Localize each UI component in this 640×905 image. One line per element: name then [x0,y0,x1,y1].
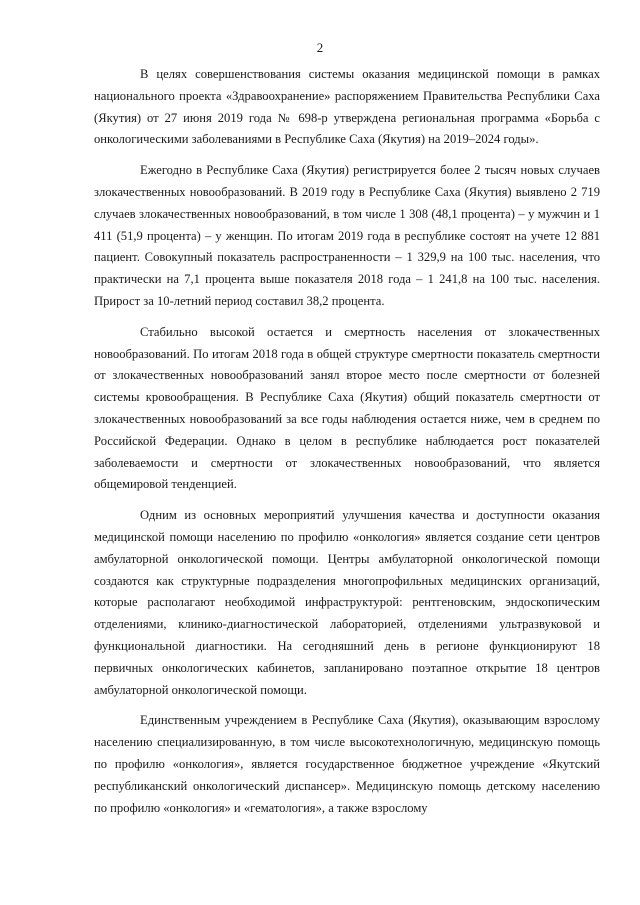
paragraph-regional-program: В целях совершенствования системы оказания медицинской помощи в рамках национального проекта «Здравоохранение» распоряжением Правительства Республики Саха (Якутия) от 27 июня 2019 года № 698-р утверждена региональная программа «Борьба с онкологическими заболеваниями в Республике Саха (Якутия) на 2019–2024 годы». [94,67,600,147]
document-body [94,64,600,819]
paragraph-mortality: Стабильно высокой остается и смертность населения от злокачественных новообразований. По итогам 2018 года в общей структуре смертности показатель смертности от злокачественных новообразований занял второе место после смертности от болезней системы кровообращения. В Республике Саха (Якутия) общий показатель смертности от злокачественных новообразований за все годы наблюдения остается ниже, чем в среднем по Российской Федерации. Однако в целом в республике наблюдается рост показателей заболеваемости и смертности от злокачественных новообразований, что является общемировой тенденцией. [94,324,600,492]
paragraph-oncology-dispensary: Единственным учреждением в Республике Саха (Якутия), оказывающим взрослому населению специализированную, в том числе высокотехнологичную, медицинскую помощь по профилю «онкология», является государственное бюджетное учреждение «Якутский республиканский онкологический диспансер». Медицинскую помощь детскому населению по профилю «онкология» и «гематология», а также взрослому [94,713,600,815]
paragraph-incidence-statistics: Ежегодно в Республике Саха (Якутия) регистрируется более 2 тысяч новых случаев злокачественных новообразований. В 2019 году в Республике Саха (Якутия) выявлено 2 719 случаев злокачественных новообразований, в том числе 1 308 (48,1 процента) – у мужчин и 1 411 (51,9 процента) – у женщин. По итогам 2019 года в республике состоят на учете 12 881 пациент. Совокупный показатель распространенности – 1 329,9 на 100 тыс. населения, что практически на 7,1 процента выше показателя 2018 года – 1 241,8 на 100 тыс. населения. Прирост за 10-летний период составил 38,2 процента. [94,163,600,308]
page-number: 2 [316,40,324,55]
paragraph-ambulatory-centers: Одним из основных мероприятий улучшения качества и доступности оказания медицинской помощи населению по профилю «онкология» является создание сети центров амбулаторной онкологической помощи. Центры амбулаторной онкологической помощи создаются как структурные подразделения многопрофильных медицинских организаций, которые располагают необходимой инфраструктурой: рентгеновским, эндоскопическим отделениями, клинико-диагностической лабораторией, отделениями ультразвуковой и функциональной диагностики. На сегодняшний день в регионе функционируют 18 первичных онкологических кабинетов, запланировано поэтапное открытие 18 центров амбулаторной онкологической помощи. [94,508,600,697]
